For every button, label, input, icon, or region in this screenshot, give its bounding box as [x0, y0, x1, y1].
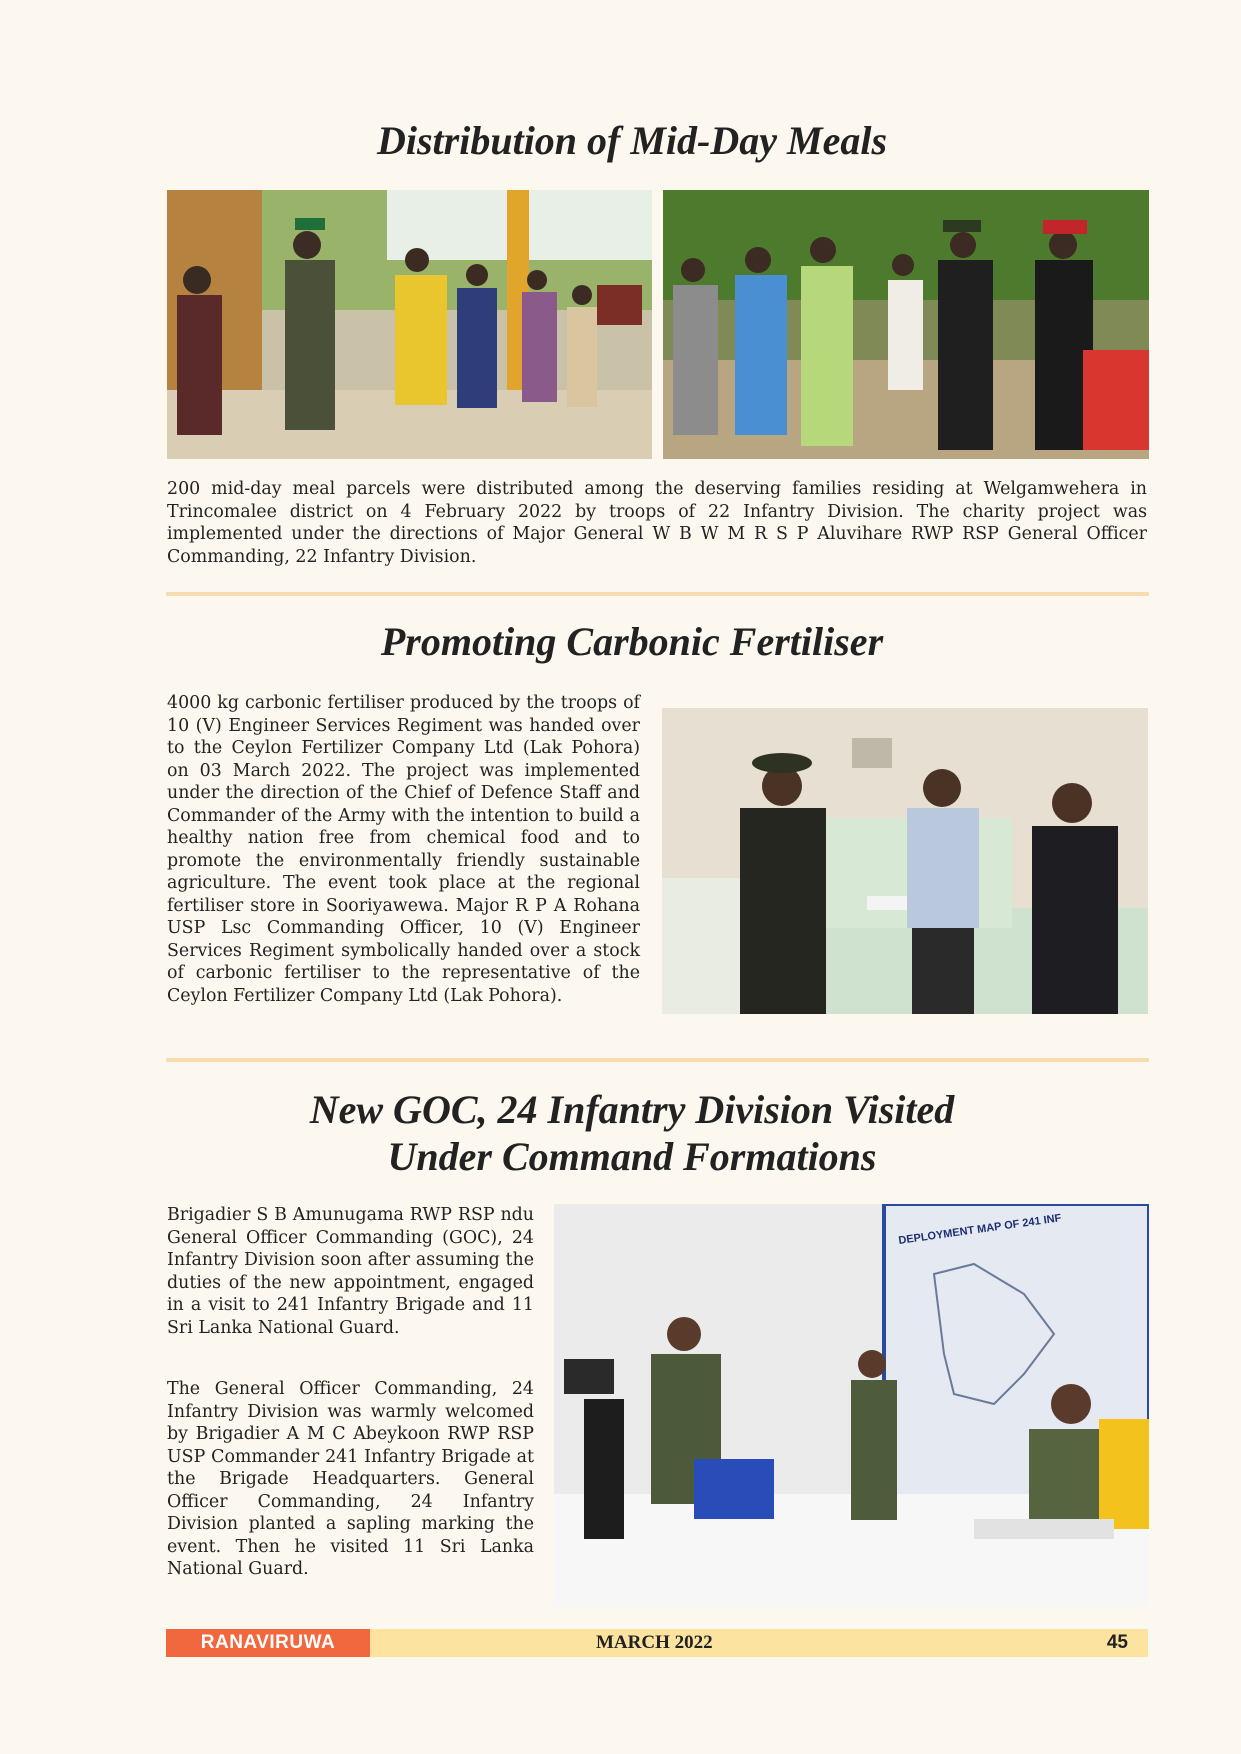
article-2-body: 4000 kg carbonic fertiliser produced by the troops of 10 (V) Engineer Services Regiment was handed over to the Ceylon Fertilizer Company Ltd (Lak Pohora) on 03 March 2022. The project was implemented under the direction of the Chief of Defence Staff and Commander of the Army with the intention to build a healthy nation free from chemical food and to promote the environmentally friendly sustainable agriculture. The event took place at the regional fertiliser store in Sooriyawewa. Major R P A Rohana USP Lsc Commanding Officer, 10 (V) Engineer Services Regiment symbolically handed over a stock of carbonic fertiliser to the representative of the Ceylon Fertilizer Company Ltd (Lak Pohora).: [167, 693, 640, 1006]
article-3-body-paragraph-2: The General Officer Commanding, 24 Infantry Division was warmly welcomed by Brigadier A M C Abeykoon RWP RSP USP Commander 241 Infantry Brigade at the Brigade Headquarters. General Officer Commanding, 24 Infantry Division planted a sapling marking the event. Then he visited 11 Sri Lanka National Guard.: [167, 1379, 534, 1579]
fertiliser-handover-photo: [662, 708, 1148, 1014]
article-2-title: Promoting Carbonic Fertiliser: [380, 619, 884, 664]
page-footer: [166, 1629, 1148, 1657]
goc-visit-photo: [554, 1204, 1149, 1607]
meal-distribution-photo-right: [663, 190, 1149, 459]
section-divider-1: [166, 592, 1149, 596]
footer-magazine-name: RANAVIRUWA: [166, 1629, 370, 1657]
footer-page-number: 45: [1106, 1632, 1128, 1653]
article-3-title-line-2: Under Command Formations: [387, 1134, 877, 1179]
article-3-body-paragraph-1: Brigadier S B Amunugama RWP RSP ndu General Officer Commanding (GOC), 24 Infantry Division soon after assuming the duties of the new appointment, engaged in a visit to 241 Infantry Brigade and 11 Sri Lanka National Guard.: [167, 1205, 534, 1338]
meal-distribution-photo-left: [167, 190, 652, 459]
deployment-map-caption: DEPLOYMENT MAP OF 241 INF: [897, 1212, 1063, 1247]
footer-issue-date: MARCH 2022: [596, 1632, 713, 1653]
article-1-body: 200 mid-day meal parcels were distributed among the deserving families residing at Welgamwehera in Trincomalee district on 4 February 2022 by troops of 22 Infantry Division. The charity project was implemented under the directions of Major General W B W M R S P Aluvihare RWP RSP General Officer Commanding, 22 Infantry Division.: [167, 479, 1147, 567]
section-divider-2: [166, 1058, 1149, 1062]
article-3-title-line-1: New GOC, 24 Infantry Division Visited: [309, 1087, 955, 1132]
article-1-title: Distribution of Mid-Day Meals: [376, 118, 888, 163]
